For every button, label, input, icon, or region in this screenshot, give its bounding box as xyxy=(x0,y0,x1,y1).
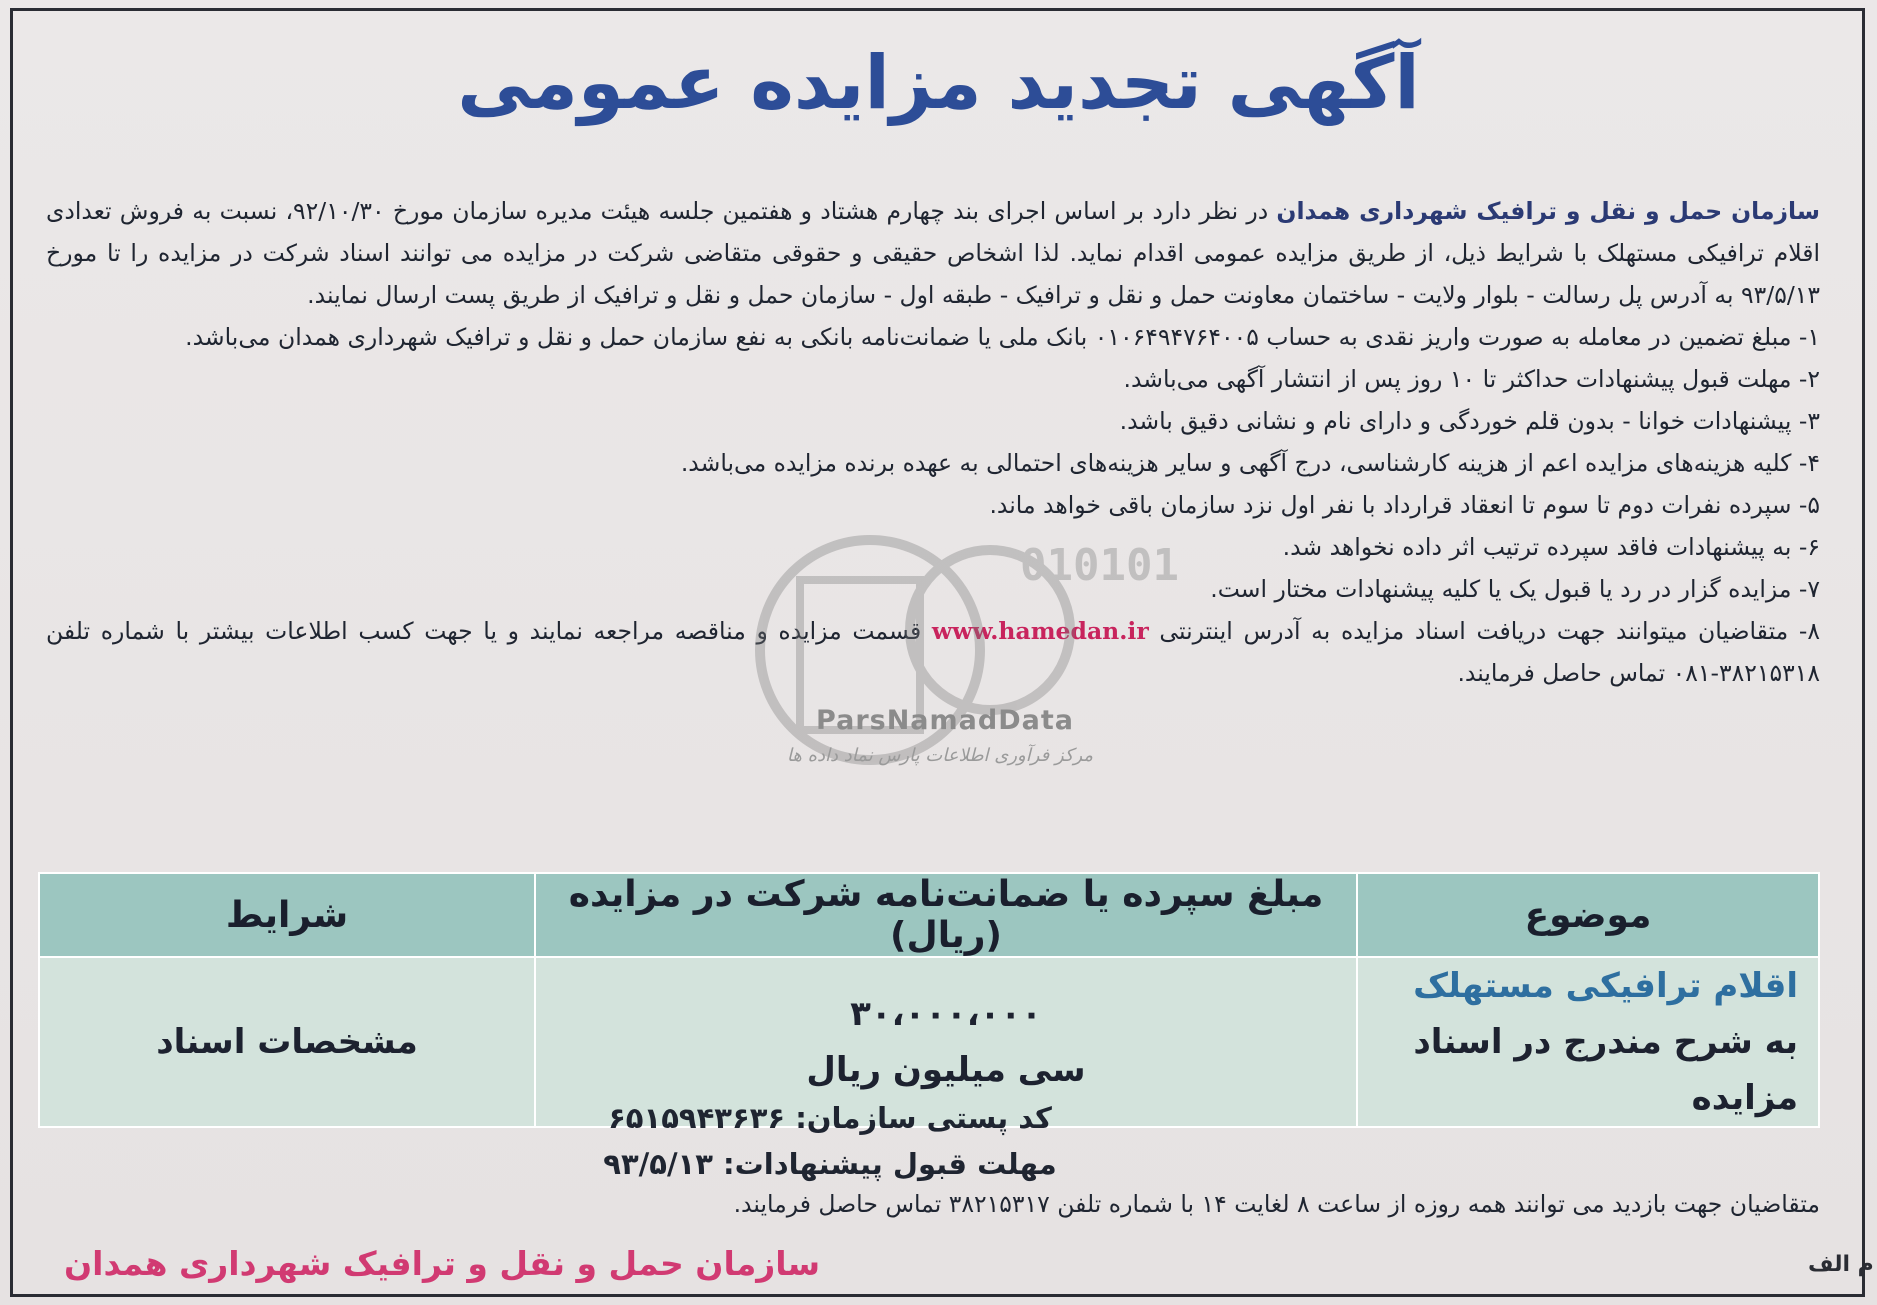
condition-6: ۶- به پیشنهادات فاقد سپرده ترتیب اثر داده نخواهد شد. xyxy=(1282,533,1820,561)
condition-1: ۱- مبلغ تضمین در معامله به صورت واریز نقدی به حساب ۰۱۰۶۴۹۴۷۶۴۰۰۵ بانک ملی یا ضمانت‌نامه بانکی به نفع سازمان حمل و نقل و ترافیک شهرداری همدان می‌باشد. xyxy=(185,323,1820,351)
cell-terms: مشخصات اسناد xyxy=(39,957,535,1127)
footer-info xyxy=(500,1095,1160,1187)
condition-2: ۲- مهلت قبول پیشنهادات حداکثر تا ۱۰ روز پس از انتشار آگهی می‌باشد. xyxy=(1123,365,1820,393)
subject-line-1: اقلام ترافیکی مستهلک xyxy=(1413,966,1798,1006)
website-link[interactable]: www.hamedan.ir xyxy=(931,617,1149,645)
watermark-digits: 010101 xyxy=(1020,540,1179,591)
table-header-row xyxy=(39,873,1819,957)
watermark-text: ParsNamadData xyxy=(816,705,1074,736)
intro-text: در نظر دارد بر اساس اجرای بند چهارم هشتاد و هفتمین جلسه هیئت مدیره سازمان مورخ ۹۲/۱۰/۳۰، نسبت به فروش تعدادی اقلام ترافیکی مستهلک با شرایط ذیل، از طریق مزایده عمومی اقدام نماید. لذا اشخاص حقیقی و حقوقی متقاضی شرکت در مزایده می توانند اسناد شرکت در مزایده را تا مورخ ۹۳/۵/۱۳ به آدرس پل رسالت - بلوار ولایت - ساختمان معاونت حمل و نقل و ترافیک - طبقه اول - سازمان حمل و نقل و ترافیک از طریق پست ارسال نمایند. xyxy=(46,197,1820,309)
subject-line-2: به شرح مندرج در اسناد مزایده xyxy=(1413,1022,1798,1118)
visit-note: متقاضیان جهت بازدید می توانند همه روزه از ساعت ۸ لغایت ۱۴ با شماره تلفن ۳۸۲۱۵۳۱۷ تماس حاصل فرمایند. xyxy=(733,1190,1820,1218)
header-subject: موضوع xyxy=(1357,873,1819,957)
condition-3: ۳- پیشنهادات خوانا - بدون قلم خوردگی و دارای نام و نشانی دقیق باشد. xyxy=(1119,407,1820,435)
org-name: سازمان حمل و نقل و ترافیک شهرداری همدان xyxy=(1276,197,1820,225)
watermark-subtext: مرکز فرآوری اطلاعات پارس نماد داده ها xyxy=(786,745,1094,766)
amount-number: ۳۰،۰۰۰،۰۰۰ xyxy=(850,994,1042,1034)
deadline: مهلت قبول پیشنهادات: ۹۳/۵/۱۳ xyxy=(603,1147,1057,1181)
org-signature: سازمان حمل و نقل و ترافیک شهرداری همدان xyxy=(64,1244,821,1283)
postal-code: کد پستی سازمان: ۶۵۱۵۹۴۳۶۳۶ xyxy=(608,1101,1052,1135)
condition-7: ۷- مزایده گزار در رد یا قبول یک یا کلیه پیشنهادات مختار است. xyxy=(1210,575,1820,603)
ad-title: آگهی تجدید مزایده عمومی xyxy=(457,40,1420,126)
condition-4: ۴- کلیه هزینه‌های مزایده اعم از هزینه کارشناسی، درج آگهی و سایر هزینه‌های احتمالی به عهده برنده مزایده می‌باشد. xyxy=(680,449,1820,477)
condition-5: ۵- سپرده نفرات دوم تا سوم تا انعقاد قرارداد با نفر اول نزد سازمان باقی خواهد ماند. xyxy=(989,491,1820,519)
watermark-logo xyxy=(740,520,1179,780)
header-terms: شرایط xyxy=(39,873,535,957)
amount-words: سی میلیون ریال xyxy=(806,1050,1086,1090)
ad-code: م الف xyxy=(1808,1252,1874,1277)
cell-subject xyxy=(1357,957,1819,1127)
header-amount: مبلغ سپرده یا ضمانت‌نامه شرکت در مزایده (ریال) xyxy=(535,873,1357,957)
auction-table xyxy=(38,872,1820,1128)
intro-paragraph xyxy=(46,190,1820,316)
condition-8: ۸- متقاضیان میتوانند جهت دریافت اسناد مزایده به آدرس اینترنتی www.hamedan.ir قسمت مزایده و مناقصه مراجعه نمایند و یا جهت کسب اطلاعات بیشتر با شماره تلفن ۳۸۲۱۵۳۱۸-۰۸۱ تماس حاصل فرمایند. xyxy=(46,617,1820,687)
